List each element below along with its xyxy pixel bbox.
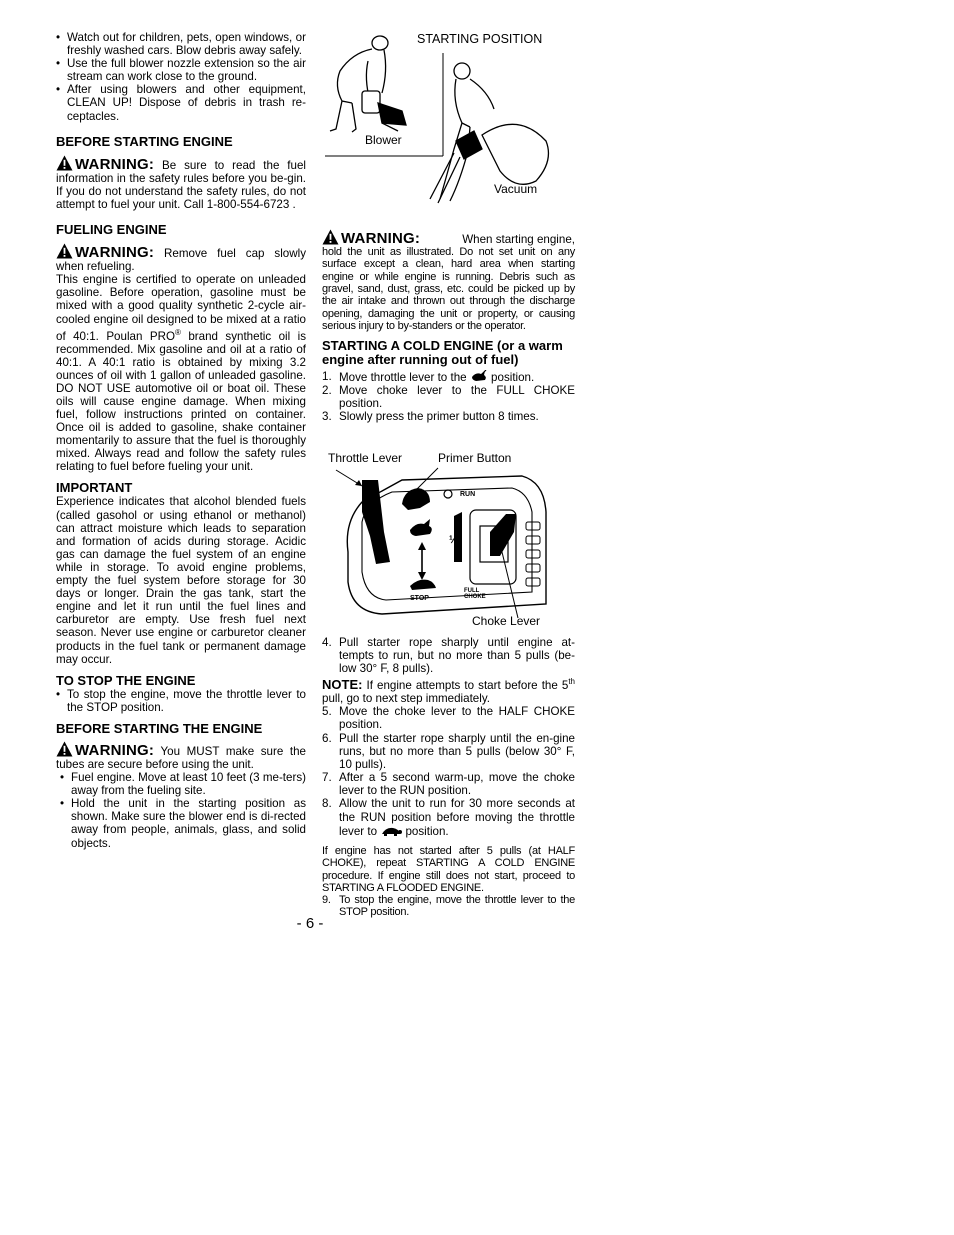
page-number: - 6 - — [296, 915, 324, 932]
fuel-text-part-2: brand synthetic oil is recommended. Mix gasoline and oil at a ratio of 40:1. A 40:1 ratio is obtained by mixing 3.2 ounces of oil with 1 gallon of unleaded gasoline. DO NOT USE automotive oil or boat oil. These oils will cause engine damage. When mixing fuel, follow instructions printed on container. Once oil is added to gasoline, shake container momentarily to assure that the fuel is thoroughly mixed. Always read and follow the safety rules relating to fuel before fueling your unit. — [56, 329, 307, 474]
safety-bullets — [56, 31, 306, 123]
warning-fuel-cap — [56, 243, 306, 273]
list-item: • After using blowers and other equipment, CLEAN UP! Dispose of debris in trash re-ceptacles. — [56, 83, 306, 122]
list-item: • Fuel engine. Move at least 10 feet (3 me-ters) away from the fueling site. — [60, 771, 306, 797]
note-paragraph — [322, 675, 575, 705]
heading-important: IMPORTANT — [56, 480, 133, 496]
step-text: Pull the starter rope sharply until the en-gine runs, but no more than 5 pulls (below 30° F, 10 pulls). — [339, 731, 575, 771]
stop-engine-bullets — [56, 688, 306, 714]
blower-label: Blower — [365, 133, 402, 147]
warning-label: WARNING: — [341, 230, 421, 247]
run-label: RUN — [460, 491, 476, 498]
list-item — [322, 636, 575, 675]
rabbit-fast-icon — [470, 370, 488, 383]
warning-tubes-secure — [56, 741, 306, 771]
step-text: After a 5 second warm-up, move the choke lever to the RUN position. — [339, 770, 575, 797]
warning-label: WARNING: — [75, 155, 155, 173]
warning-triangle-icon — [322, 229, 339, 245]
warning-text: Be sure to read the fuel information in the safety rules before you be-gin. If you do not understand the safety rules, do not attempt to fuel your unit. Call 1-800-554-6723 . — [56, 158, 306, 211]
note-text-1: If engine attempts to start before the 5 — [362, 679, 569, 693]
starting-position-figure — [322, 31, 575, 211]
step-text: Pull starter rope sharply until engine at-tempts to run, but no more than 5 pulls (be-low 30° F, 8 pulls). — [339, 636, 575, 676]
cold-start-steps-2 — [322, 705, 575, 839]
list-item — [322, 797, 575, 839]
warning-label: WARNING: — [75, 244, 155, 262]
heading-before-starting-the-engine: BEFORE STARTING THE ENGINE — [56, 720, 263, 736]
list-item — [322, 705, 575, 731]
choke-lever-label: Choke Lever — [472, 614, 541, 628]
primer-button-label: Primer Button — [438, 451, 512, 465]
step-number: 6. — [322, 731, 332, 745]
warning-starting-engine — [322, 229, 575, 246]
step-text: Move throttle lever to the — [339, 371, 470, 385]
note-text-2: pull, go to next step immediately. — [322, 692, 490, 706]
step-number: 8. — [322, 796, 332, 810]
full-choke-label — [464, 588, 486, 600]
warning-triangle-icon — [56, 243, 73, 259]
step-text: To stop the engine, move the throttle lever to the STOP position. — [339, 894, 575, 919]
warning-text: You MUST make sure the tubes are secure before using the unit. — [56, 744, 306, 771]
fuel-text-part-1: This engine is certified to operate on unleaded gasoline. Before operation, gasoline must be mixed with a good quality synthetic 2-cycle air-cooled engine oil designed to be mixed at a ratio of 40:1. Poulan PRO — [56, 273, 306, 343]
cold-start-step-4 — [322, 636, 575, 675]
step-number: 5. — [322, 705, 332, 719]
choke-word: CHOKE — [464, 594, 486, 600]
step-number: 7. — [322, 770, 332, 784]
step-number: 1. — [322, 370, 332, 384]
before-start-bullets — [56, 771, 306, 850]
note-superscript: th — [568, 677, 575, 687]
step-number: 3. — [322, 410, 332, 424]
step-text: Slowly press the primer button 8 times. — [339, 410, 539, 424]
warning-fuel-info — [56, 155, 306, 211]
list-item — [322, 732, 575, 771]
turtle-slow-icon — [380, 826, 402, 837]
note-label: NOTE: — [322, 677, 363, 693]
warning-triangle-icon — [56, 155, 73, 171]
heading-stop-engine: TO STOP THE ENGINE — [56, 672, 196, 688]
fuel-mixing-paragraph — [56, 273, 306, 473]
step-number: 2. — [322, 384, 332, 398]
step-text: Allow the unit to run for 30 more seconds at the RUN position before moving the throttle lever to — [339, 796, 575, 838]
heading-before-starting-engine: BEFORE STARTING ENGINE — [56, 133, 233, 149]
vacuum-label: Vacuum — [494, 182, 538, 196]
list-item — [322, 384, 575, 410]
stop-step — [322, 894, 575, 919]
important-paragraph: Experience indicates that alcohol blended fuels (called gasohol or using ethanol or methanol) can attract moisture which leads to separation and formation of acids during storage. Acidic gas can damage the fuel system of an engine while in storage. To avoid engine problems, empty the fuel system before storage for 30 days or longer. Drain the gas tank, start the engine and let it run until the fuel lines and carburetor are empty. Use fresh fuel next season. Never use engine or carburetor cleaner products in the fuel tank or permanent damage may occur. — [56, 495, 306, 666]
list-item: • Use the full blower nozzle extension so the air stream can work close to the ground. — [56, 57, 306, 83]
list-item — [322, 370, 575, 384]
list-item: • Hold the unit in the starting position as shown. Make sure the blower end is di-rected away from people, animals, glass, and solid objects. — [60, 797, 306, 849]
list-item: • To stop the engine, move the throttle lever to the STOP position. — [56, 688, 306, 714]
step-text: position. — [487, 371, 535, 385]
step-text: position. — [402, 824, 449, 838]
registered-mark: ® — [174, 327, 181, 337]
warning-text-line-1: When starting engine, — [462, 233, 575, 246]
cold-start-steps-1 — [322, 370, 575, 423]
warning-text-body: hold the unit as illustrated. Do not set unit on any surface except a clean, hard area when starting engine or while engine is running. Debris such as gravel, sand, dust, grass, etc. could be picked up by the air intake and thrown out through the discharge opening, damaging the unit or property, or causing serious injury to by-standers or the operator. — [322, 246, 575, 332]
left-column — [56, 31, 306, 850]
warning-label: WARNING: — [75, 741, 155, 759]
step-number: 4. — [322, 636, 332, 649]
list-item — [322, 410, 575, 423]
controls-figure — [322, 452, 575, 632]
step-text: Move the choke lever to the HALF CHOKE position. — [339, 705, 575, 732]
list-item — [322, 894, 575, 919]
list-item: • Watch out for children, pets, open windows, or freshly washed cars. Blow debris away safely. — [56, 31, 306, 57]
heading-cold-engine: STARTING A COLD ENGINE (or a warm engine after running out of fuel) — [322, 338, 563, 368]
warning-heading-wrap — [322, 229, 420, 246]
right-column-bottom — [322, 636, 575, 919]
list-item — [322, 771, 575, 797]
warning-triangle-icon — [56, 741, 73, 757]
throttle-lever-label: Throttle Lever — [328, 451, 403, 465]
step-text: Move choke lever to the FULL CHOKE position. — [339, 384, 575, 411]
heading-fueling-engine: FUELING ENGINE — [56, 222, 167, 238]
full-word: FULL — [464, 588, 480, 594]
figure-title: STARTING POSITION — [417, 32, 543, 46]
stop-label: STOP — [410, 595, 429, 602]
warning-text: Remove fuel cap slowly when refueling. — [56, 247, 306, 274]
step-number: 9. — [322, 894, 331, 907]
right-column-top — [322, 229, 575, 424]
flooded-note: If engine has not started after 5 pulls (at HALF CHOKE), repeat STARTING A COLD ENGINE procedure. If engine still does not start, proceed to STARTING A FLOODED ENGINE. — [322, 844, 575, 894]
half-choke-label: ½ — [449, 534, 459, 546]
